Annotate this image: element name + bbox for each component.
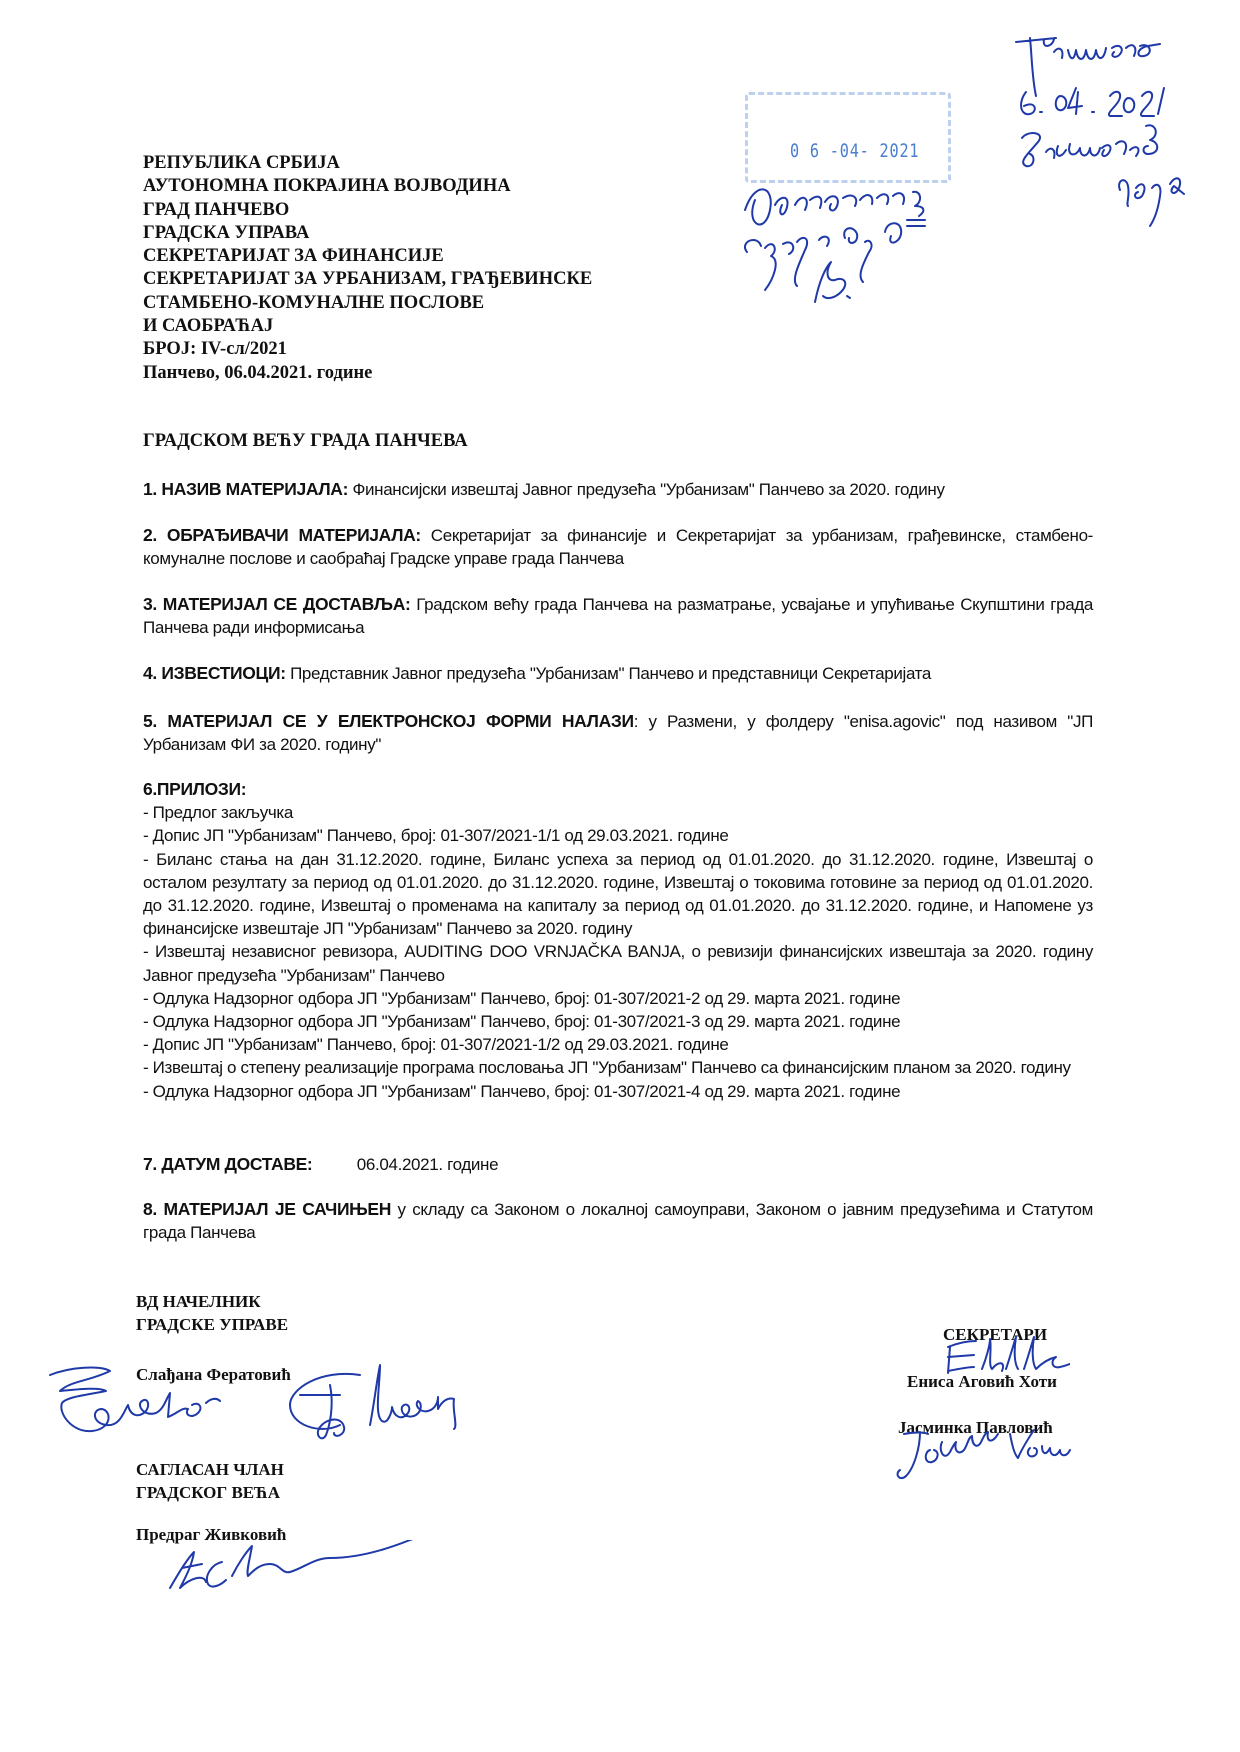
attachment-item: - Одлука Надзорног одбора ЈП "Урбанизам" Панчево, број: 01-307/2021-3 од 29. марта 2021. године [143, 1012, 901, 1032]
section-material-authors [143, 524, 1093, 570]
attachment-item: - Извештај независног ревизора, AUDITING DOO VRNJAČKA BANJA, о ревизији финансијских извештаја за 2020. годину Јавног предузећа "Урбанизам" Панчево [143, 942, 1093, 985]
header-line: И САОБРАЋАЈ [143, 316, 274, 337]
attachment-item: - Биланс стања на дан 31.12.2020. године, Биланс успеха за период од 01.01.2020. до 31.12.2020. године, Извештај о осталом резултату за период од 01.01.2020. до 31.12.2020. године, Извештај о токовима готовине за период од 01.01.2020. до 31.12.2020. године, Извештај о променама на капиталу за период од 01.01.2020. до 31.12.2020. године, и Напомене уз финансијске извештаје ЈП "Урбанизам" Панчево за 2020. годину [143, 849, 1093, 939]
header-line: АУТОНОМНА ПОКРАЈИНА ВОЈВОДИНА [143, 176, 511, 197]
signatory-name: Слађана Фератовић [136, 1365, 291, 1384]
signatory-title-secretaries: СЕКРЕТАРИ [943, 1325, 1048, 1344]
section-label: 1. НАЗИВ МАТЕРИЈАЛА: [143, 479, 349, 499]
signatory-name: Ениса Аговић Хоти [907, 1372, 1057, 1391]
section-label: 4. ИЗВЕСТИОЦИ: [143, 663, 286, 683]
signature-agovic-hoti [940, 1335, 1070, 1385]
document-number: БРОЈ: IV-сл/2021 [143, 339, 287, 360]
section-electronic-location [143, 710, 1093, 756]
section-attachments [143, 778, 1093, 1103]
header-line: ГРАД ПАНЧЕВО [143, 199, 290, 220]
section-label: 6.ПРИЛОЗИ: [143, 779, 247, 799]
header-line: РЕПУБЛИКА СРБИЈА [143, 153, 340, 173]
attachment-item: - Извештај о степену реализације програма пословања ЈП "Урбанизам" Панчево са финансијским планом за 2020. годину [143, 1058, 1071, 1078]
section-label: 7. ДАТУМ ДОСТАВЕ: [143, 1154, 313, 1174]
signatory-title-line: ГРАДСКЕ УПРАВЕ [136, 1315, 289, 1334]
header-line: СЕКРЕТАРИЈАТ ЗА ФИНАНСИЈЕ [143, 246, 444, 267]
signatory-title-line: ГРАДСКОГ ВЕЋА [136, 1483, 281, 1502]
delivery-date-value: 06.04.2021. године [356, 1155, 499, 1174]
stamp-handwritten-note [735, 170, 965, 310]
section-label: 5. МАТЕРИЈАЛ СЕ У ЕЛЕКТРОНСКОЈ ФОРМИ НАЛАЗИ [143, 711, 634, 731]
section-label: 8. МАТЕРИЈАЛ ЈЕ САЧИЊЕН [143, 1199, 392, 1219]
section-text: Секретаријат за финансије и Секретаријат за урбанизам, грађевинске, стамбено-комуналне послове и саобраћај Градске управе града Панчева [143, 526, 1093, 568]
attachment-item: - Предлог закључка [143, 803, 293, 823]
signature-pavlovic [890, 1428, 1080, 1488]
section-label: 3. МАТЕРИЈАЛ СЕ ДОСТАВЉА: [143, 594, 411, 614]
document-place-date: Панчево, 06.04.2021. године [143, 362, 373, 383]
section-text: Представник Јавног предузећа "Урбанизам" Панчево и представници Секретаријата [290, 664, 932, 683]
section-text: у складу са Законом о локалној самоуправи, Законом о јавним предузећима и Статутом града Панчева [143, 1200, 1093, 1242]
signatory-name: Јасминка Павловић [898, 1418, 1053, 1437]
receipt-handwritten-note [1010, 20, 1225, 230]
stamp-date: 0 6 -04- 2021 [790, 140, 920, 162]
signatory-title-line: САГЛАСАН ЧЛАН [136, 1460, 284, 1479]
attachment-item: - Одлука Надзорног одбора ЈП "Урбанизам" Панчево, број: 01-307/2021-4 од 29. марта 2021. године [143, 1081, 901, 1101]
attachment-item: - Одлука Надзорног одбора ЈП "Урбанизам" Панчево, број: 01-307/2021-2 од 29. марта 2021. године [143, 988, 901, 1008]
section-text: Градском већу града Панчева на разматрање, усвајање и упућивање Скупштини града Панчева ради информисања [143, 595, 1093, 637]
section-text: Финансијски извештај Јавног предузећа "Урбанизам" Панчево за 2020. годину [352, 480, 945, 499]
signature-feratovic [30, 1355, 550, 1465]
header-line: СЕКРЕТАРИЈАТ ЗА УРБАНИЗАМ, ГРАЂЕВИНСКЕ [143, 269, 593, 290]
signature-zivkovic [160, 1540, 450, 1600]
header-line: ГРАДСКА УПРАВА [143, 222, 310, 243]
section-delivery-date [143, 1153, 1093, 1176]
signatory-title-line: ВД НАЧЕЛНИК [136, 1292, 261, 1311]
section-rapporteurs [143, 662, 1093, 685]
signatory-title-city-council-member [136, 1458, 284, 1504]
signatory-title-head-of-administration [136, 1290, 288, 1336]
attachment-item: - Допис ЈП "Урбанизам" Панчево, број: 01-307/2021-1/2 од 29.03.2021. године [143, 1035, 729, 1055]
header-line: СТАМБЕНО-КОМУНАЛНЕ ПОСЛОВЕ [143, 292, 485, 313]
section-material-delivered-to [143, 593, 1093, 639]
signatory-name: Предраг Живковић [136, 1525, 287, 1544]
section-material-title [143, 478, 1093, 501]
section-label: 2. ОБРАЂИВАЧИ МАТЕРИЈАЛА: [143, 525, 421, 545]
addressee: ГРАДСКОМ ВЕЋУ ГРАДА ПАНЧЕВА [143, 431, 468, 451]
section-text: : у Размени, у фолдеру "enisa.agovic" под називом "ЈП Урбанизам ФИ за 2020. годину" [143, 712, 1094, 754]
document-header [143, 152, 592, 385]
attachment-item: - Допис ЈП "Урбанизам" Панчево, број: 01-307/2021-1/1 од 29.03.2021. године [143, 826, 729, 846]
section-legal-basis [143, 1198, 1093, 1244]
